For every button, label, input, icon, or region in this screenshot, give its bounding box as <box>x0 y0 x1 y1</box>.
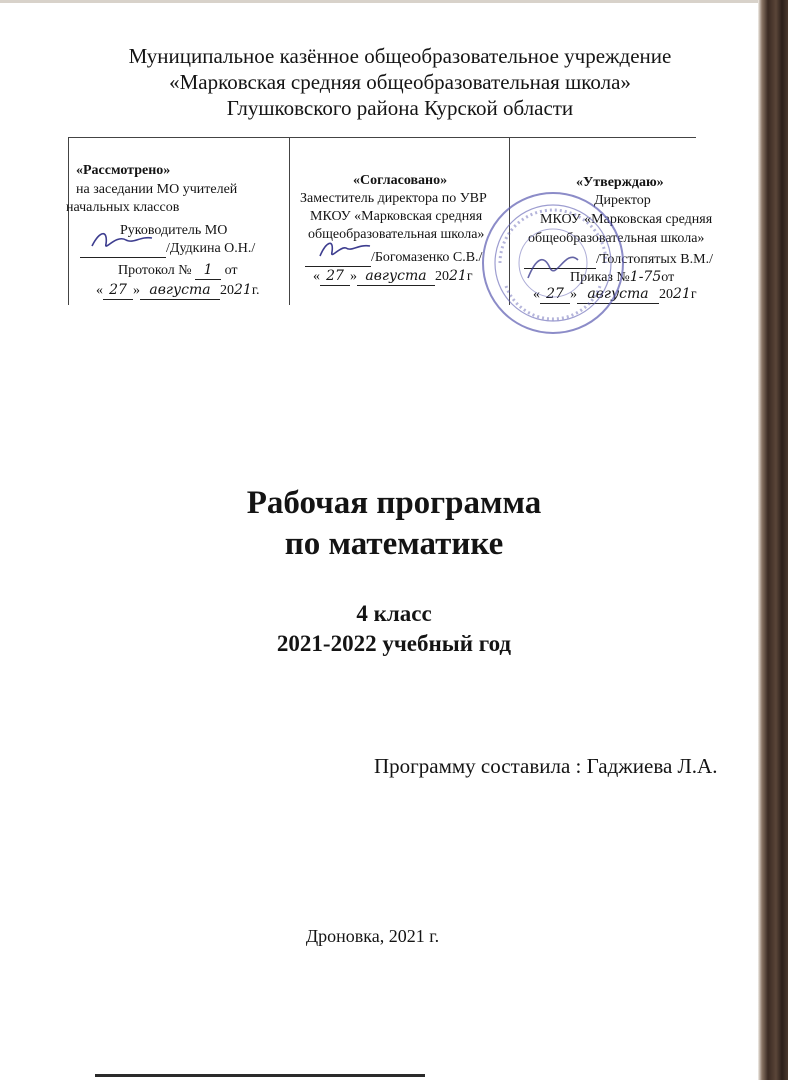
table-left-border <box>68 137 69 305</box>
column-divider-1 <box>289 137 290 305</box>
school-name: «Марковская средняя общеобразовательная школа» <box>169 70 631 94</box>
agreed-date: « 27 » августа 2021г <box>313 268 473 284</box>
reviewed-heading: «Рассмотрено» <box>76 163 171 178</box>
reviewed-line1: на заседании МО учителей <box>76 182 238 197</box>
reviewed-role: Руководитель МО <box>120 223 228 238</box>
agreed-signature-icon <box>316 236 374 264</box>
approved-line2: МКОУ «Марковская средняя <box>540 212 713 227</box>
district-name: Глушковского района Курской области <box>226 96 574 120</box>
agreed-line2: МКОУ «Марковская средняя <box>310 209 483 224</box>
reviewed-signature-icon <box>86 226 156 256</box>
agreed-line1: Заместитель директора по УВР <box>300 191 487 206</box>
approved-role: Директор <box>594 193 651 208</box>
institution-name: Муниципальное казённое общеобразовательное учреждение <box>128 44 672 68</box>
document-title: Рабочая программа <box>246 485 542 521</box>
reviewed-name: /Дудкина О.Н./ <box>166 241 256 256</box>
approved-name: /Толстопятых В.М./ <box>596 252 713 267</box>
scan-bottom-mark <box>95 1074 425 1077</box>
place-date: Дроновка, 2021 г. <box>305 926 440 946</box>
reviewed-date: « 27 » августа 2021г. <box>96 282 260 298</box>
agreed-heading: «Согласовано» <box>353 173 448 188</box>
scan-top-edge <box>0 0 760 3</box>
agreed-line3: общеобразовательная школа» <box>308 227 485 242</box>
approved-date: « 27 » августа 2021г <box>533 286 697 302</box>
grade-label: 4 класс <box>356 601 432 626</box>
school-year-label: 2021-2022 учебный год <box>276 631 512 656</box>
reviewed-line2: начальных классов <box>66 200 180 215</box>
approved-line3: общеобразовательная школа» <box>528 231 705 246</box>
document-subject: по математике <box>284 526 504 562</box>
approved-order: Приказ №1-75от <box>570 269 675 285</box>
approved-order-number: 1-75 <box>629 269 662 285</box>
author-line: Программу составила : Гаджиева Л.А. <box>374 754 718 778</box>
school-seal-icon <box>478 188 628 338</box>
reviewed-protocol-number: 1 <box>195 262 221 280</box>
approved-heading: «Утверждаю» <box>576 175 664 190</box>
table-top-border <box>68 137 696 138</box>
reviewed-protocol: Протокол № 1 от <box>118 262 238 278</box>
agreed-name: /Богомазенко С.В./ <box>371 250 483 265</box>
